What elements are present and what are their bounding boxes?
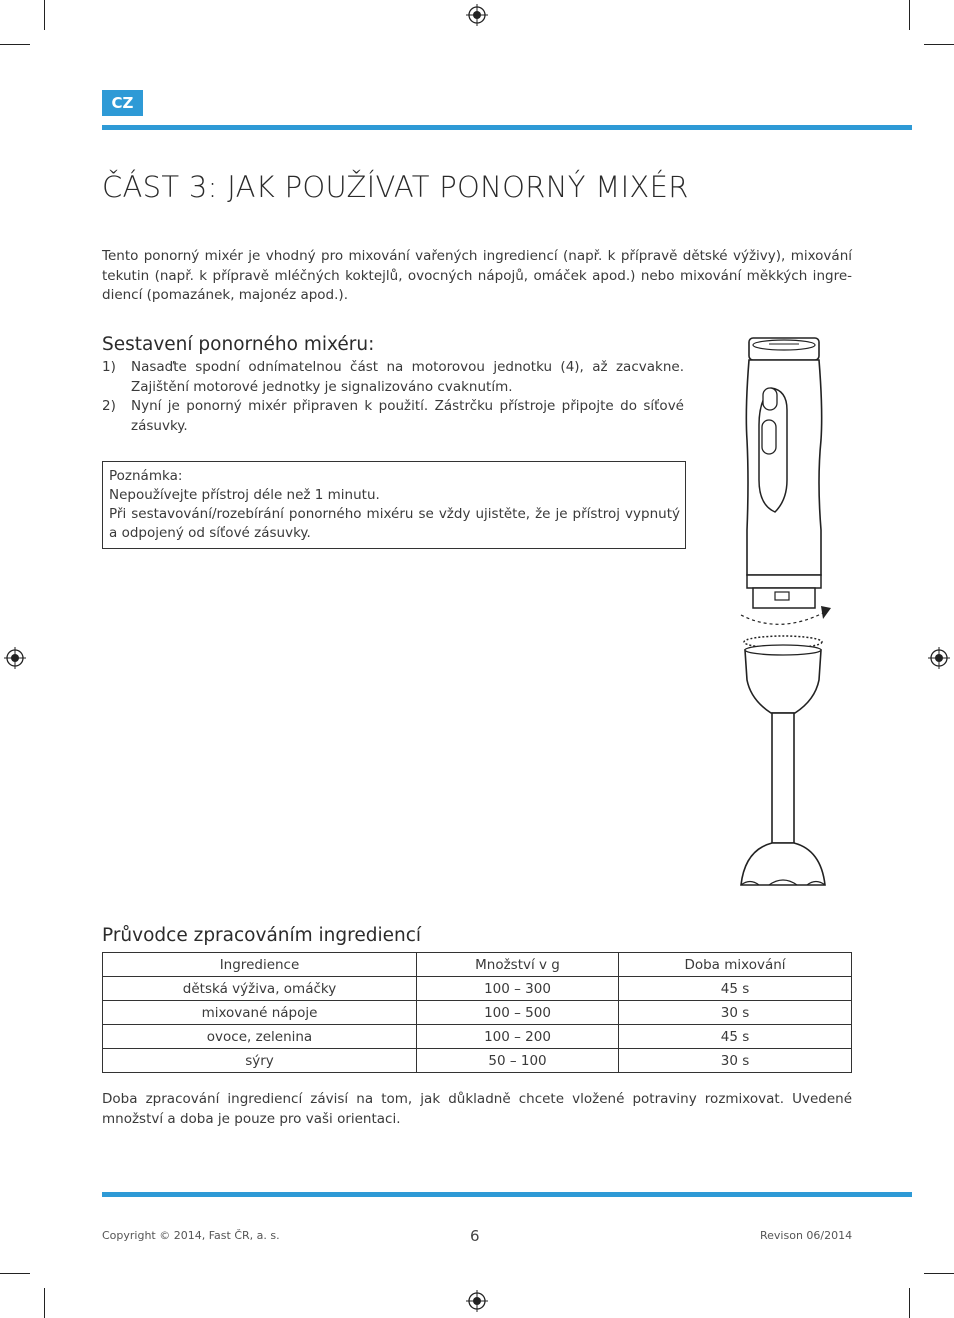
intro-paragraph: Tento ponorný mixér je vhodný pro mixování vařených ingrediencí (např. k přípravě dětské výživy), mixování tekutin (např. k přípravě mléčných koktejlů, ovocných nápojů, omáček apod.) nebo mixování měkkých ingre-diencí (pomazánek, majonéz apod.). xyxy=(102,248,852,303)
table-cell: 45 s xyxy=(619,1025,852,1049)
note-line: Při sestavování/rozebírání ponorného mixéru se vždy ujistěte, že je přístroj vypnutý a odpojený od síťové zásuvky. xyxy=(109,506,680,541)
table-cell: 50 – 100 xyxy=(417,1049,619,1073)
registration-mark-icon xyxy=(4,647,26,669)
header-rule xyxy=(102,125,912,130)
language-badge: CZ xyxy=(102,90,143,116)
table-row xyxy=(103,1049,852,1073)
assembly-steps xyxy=(102,358,684,436)
registration-mark-icon xyxy=(928,647,950,669)
note-box xyxy=(102,461,686,549)
table-cell: sýry xyxy=(103,1049,417,1073)
crop-mark xyxy=(0,44,30,45)
registration-mark-icon xyxy=(466,1290,488,1312)
copyright-text: Copyright © 2014, Fast ČR, a. s. xyxy=(102,1229,280,1242)
ingredient-guide-table xyxy=(102,952,852,1073)
step-text: Nyní je ponorný mixér připraven k použití. Zástrčku přístroje připojte do síťové zásuvky. xyxy=(131,398,684,434)
crop-mark xyxy=(44,0,45,30)
table-cell: 30 s xyxy=(619,1049,852,1073)
crop-mark xyxy=(924,1273,954,1274)
assembly-heading: Sestavení ponorného mixéru: xyxy=(102,334,375,355)
step-number: 1) xyxy=(102,359,116,375)
hand-blender-illustration xyxy=(725,330,845,900)
column-header: Doba mixování xyxy=(619,953,852,977)
table-cell: mixované nápoje xyxy=(103,1001,417,1025)
table-cell: 45 s xyxy=(619,977,852,1001)
page-number: 6 xyxy=(470,1227,480,1245)
guide-footnote: Doba zpracování ingrediencí závisí na tom, jak důkladně chcete vložené potraviny rozmixovat. Uvedené množství a doba je pouze pro vaši orientaci. xyxy=(102,1091,852,1127)
revision-text: Revison 06/2014 xyxy=(760,1229,853,1242)
registration-mark-icon xyxy=(466,4,488,26)
table-header-row xyxy=(103,953,852,977)
footer-rule xyxy=(102,1192,912,1197)
table-cell: 100 – 300 xyxy=(417,977,619,1001)
table-row xyxy=(103,1001,852,1025)
page-title: ČÁST 3: JAK POUŽÍVAT PONORNÝ MIXÉR xyxy=(102,170,689,204)
table-cell: 100 – 500 xyxy=(417,1001,619,1025)
step-text: Nasaďte spodní odnímatelnou část na motorovou jednotku (4), až zacvakne. Zajištění motorové jednotky je signalizováno cvaknutím. xyxy=(131,359,684,395)
list-item xyxy=(102,397,684,436)
table-row xyxy=(103,1025,852,1049)
crop-mark xyxy=(44,1288,45,1318)
note-line: Nepoužívejte přístroj déle než 1 minutu. xyxy=(109,487,380,503)
table-cell: 30 s xyxy=(619,1001,852,1025)
crop-mark xyxy=(909,0,910,30)
table-cell: dětská výživa, omáčky xyxy=(103,977,417,1001)
crop-mark xyxy=(909,1288,910,1318)
step-number: 2) xyxy=(102,398,116,414)
column-header: Ingredience xyxy=(103,953,417,977)
crop-mark xyxy=(924,44,954,45)
column-header: Množství v g xyxy=(417,953,619,977)
table-cell: ovoce, zelenina xyxy=(103,1025,417,1049)
guide-heading: Průvodce zpracováním ingrediencí xyxy=(102,925,422,946)
crop-mark xyxy=(0,1273,30,1274)
table-cell: 100 – 200 xyxy=(417,1025,619,1049)
table-row xyxy=(103,977,852,1001)
list-item xyxy=(102,358,684,397)
note-label: Poznámka: xyxy=(109,468,183,484)
